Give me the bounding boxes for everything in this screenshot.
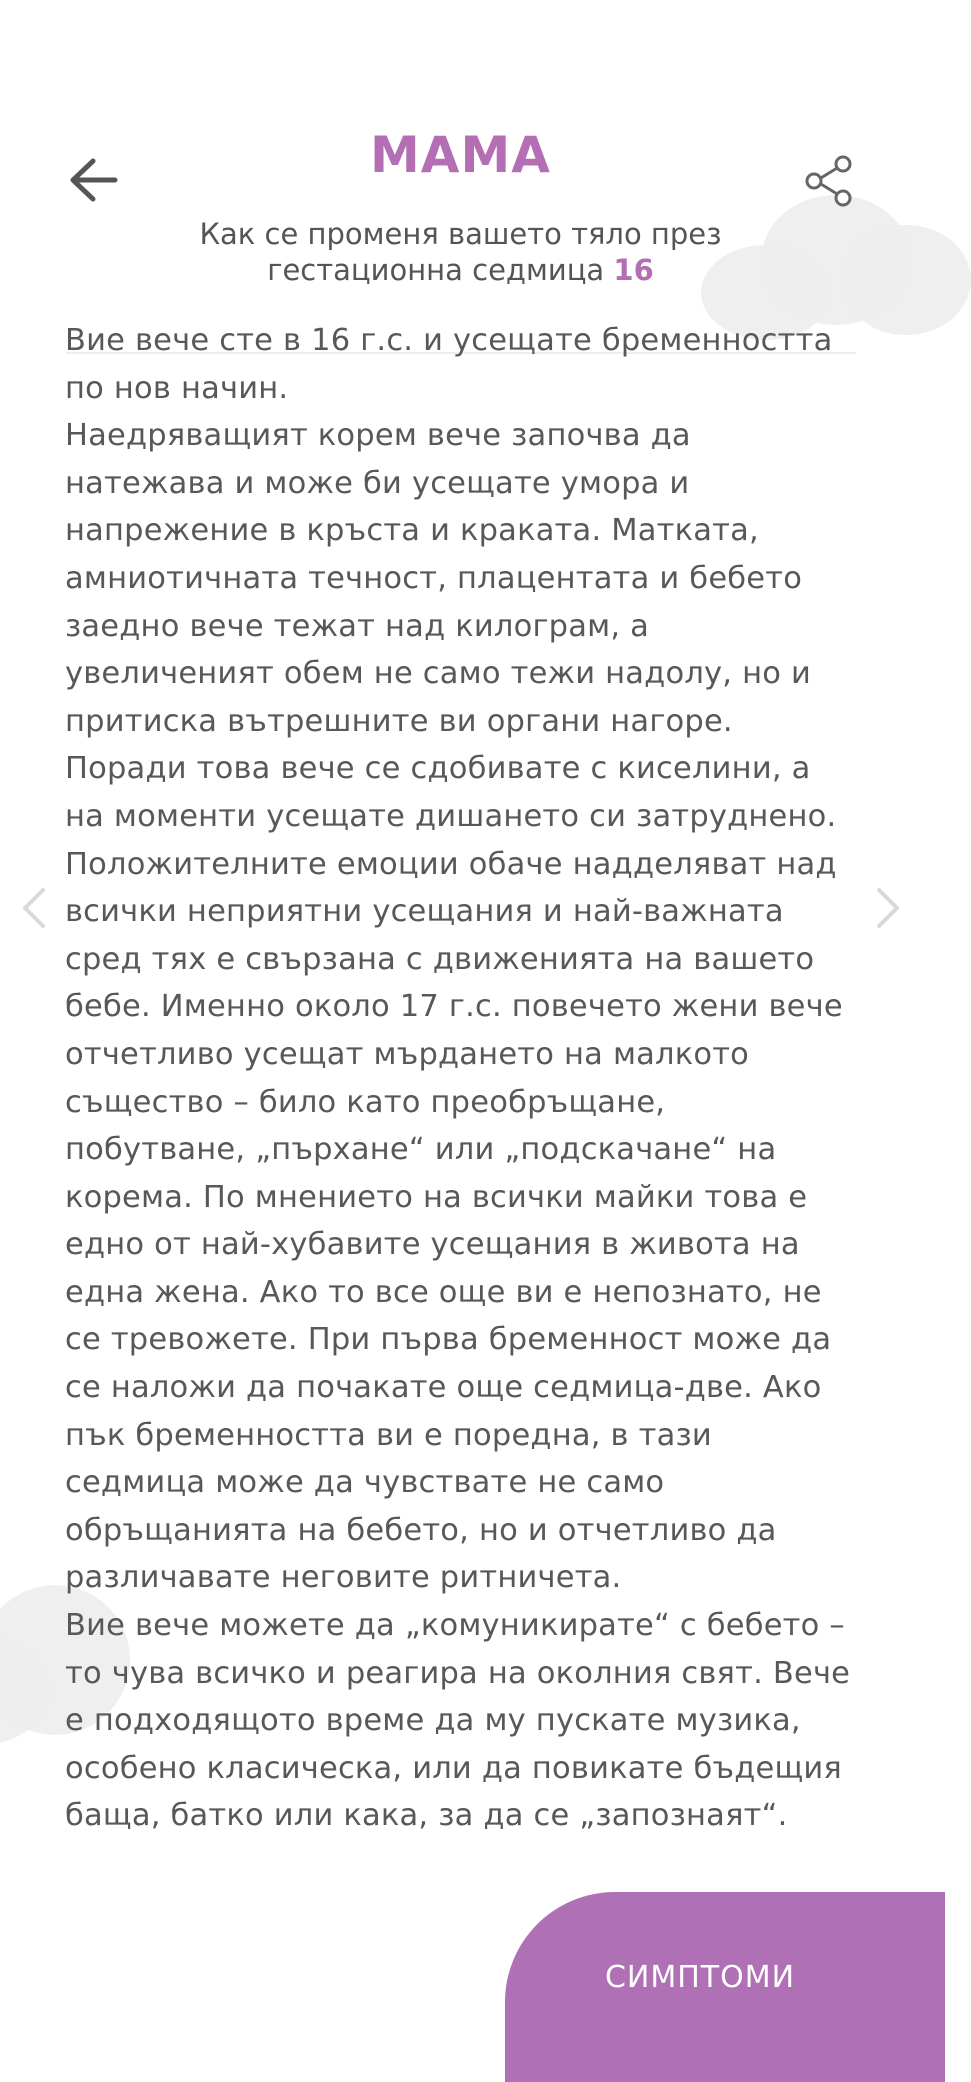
- week-number: 16: [613, 253, 654, 287]
- page-subtitle: [140, 216, 781, 288]
- article-body: [65, 317, 855, 1840]
- share-button[interactable]: [800, 152, 858, 210]
- article-scroll-area[interactable]: [0, 323, 921, 2048]
- article-paragraph: Положителните емоции обаче надделяват над всички неприятни усещания и най-важната сред тях е свързана с движенията на вашето бебе. Именно около 17 г.с. повечето жени вече отчетливо усещат мърдането на малкото същество – било като преобръщане, побутване, „пърхане“ или „подскачане“ на корема. По мнението на всички майки това е едно от най-хубавите усещания в живота на една жена. Ако то все още ви е непознато, не се тревожете. При първа бременност може да се наложи да почакате още седмица-две. Ако пък бременността ви е поредна, в тази седмица може да чувствате не само обръщанията на бебето, но и отчетливо да различавате неговите ритничета.: [65, 846, 843, 1596]
- page-title: МАМА: [370, 126, 551, 184]
- previous-week-button[interactable]: [14, 880, 54, 936]
- article-paragraph: Наедряващият корем вече започва да натежава и може би усещате умора и напрежение в кръста и краката. Матката, амниотичната течност, плацентата и бебето заедно вече тежат над килограм, а увеличеният обем не само тежи надолу, но и притиска вътрешните ви органи нагоре. Поради това вече се сдобивате с киселини, а на моменти усещате дишането си затруднено.: [65, 418, 837, 834]
- chevron-left-icon: [19, 886, 49, 930]
- chevron-right-icon: [873, 886, 903, 930]
- symptoms-button-label: СИМПТОМИ: [604, 1960, 796, 1995]
- next-week-button[interactable]: [868, 880, 908, 936]
- subtitle-text: Как се променя вашето тяло през гестационна седмица: [199, 217, 722, 287]
- article-paragraph: Вие вече сте в 16 г.с. и усещате бременността по нов начин.: [65, 323, 833, 406]
- header: [0, 0, 921, 352]
- symptoms-button[interactable]: [505, 1892, 945, 2082]
- article-paragraph: Вие вече можете да „комуникирате“ с бебето – то чува всичко и реагира на околния свят. Вече е подходящото време да му пускате музика, особено класическа, или да повикате бъдещия баща, батко или кака, за да се „запознаят“.: [65, 1608, 851, 1834]
- share-icon: [803, 155, 855, 207]
